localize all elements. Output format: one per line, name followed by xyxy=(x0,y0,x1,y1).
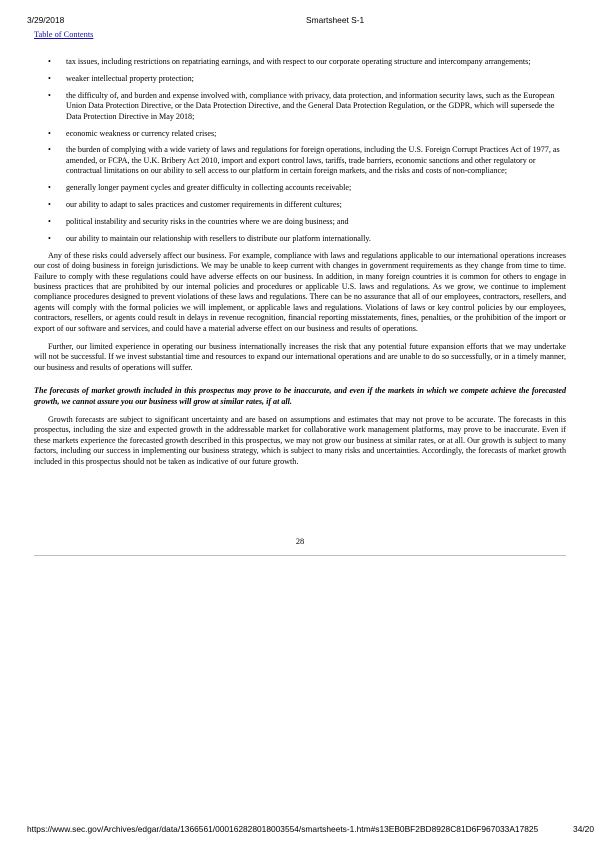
bullet-text: our ability to adapt to sales practices and customer requirements in different cultures; xyxy=(66,200,342,210)
list-item xyxy=(34,91,566,122)
bullet-icon: • xyxy=(48,200,51,210)
source-url: https://www.sec.gov/Archives/edgar/data/1366561/000162828018003554/smartsheets-1.htm#s13EB0BF2BD8928C81D6F967033A17825 xyxy=(27,824,539,834)
bullet-text: tax issues, including restrictions on repatriating earnings, and with respect to our corporate operating structure and intercompany arrangements; xyxy=(66,57,531,66)
bullet-icon: • xyxy=(48,216,51,226)
list-item xyxy=(34,57,566,67)
bullet-text: economic weakness or currency related crises; xyxy=(66,128,217,138)
paragraph-growth-forecasts: Growth forecasts are subject to significant uncertainty and are based on assumptions and estimates that may not prove to be accurate. The forecasts in this prospectus, including the size and expected growth in the addressable market for collaborative work management platforms, may prove to be inaccurate. Even if these markets experience the forecasted growth described in this prospectus, we may not grow our business at similar rates, or at all. Our growth is subject to many factors, including our success in implementing our business strategy, which is subject to many risks and uncertainties. Accordingly, the forecasts of market growth included in this prospectus should not be taken as indicative of our future growth. xyxy=(34,415,566,466)
print-header xyxy=(27,15,594,27)
list-item xyxy=(34,234,566,244)
bullet-icon: • xyxy=(48,145,51,155)
paragraph-compliance-risks: Any of these risks could adversely affect our business. For example, compliance with laws and regulations applicable to our international operations increases our cost of doing business in foreign jurisdictions. We may be unable to keep current with changes in government requirements as they change from time to time. Failure to comply with these regulations could have adverse effects on our business. In addition, in many foreign countries it is common for others to engage in business practices that are prohibited by our internal policies and procedures or applicable U.S. laws and regulations. As we grow, we continue to implement compliance procedures designed to prevent violations of these laws and regulations. There can be no assurance that all of our employees, contractors, resellers, and agents will comply with the formal policies we will implement, or applicable laws and regulations. Violations of laws or key control policies by our employees, contractors, resellers, or agents could result in delays in revenue recognition, financial reporting misstatements, fines, penalties, or the prohibition of the import or export of our software and services, and could have a material adverse effect on our business and results of operations. xyxy=(34,250,566,333)
page-content xyxy=(34,57,566,475)
list-item xyxy=(34,74,566,84)
bullet-text: the difficulty of, and burden and expense involved with, compliance with privacy, data protection, and information security laws, such as the European Union Data Protection Directive, or the Data Protection Directive, and the General Data Protection Regulation, or the GDPR, which will supersede the Data Protection Directive in May 2018; xyxy=(66,90,555,121)
bullet-text: the burden of complying with a wide variety of laws and regulations for foreign operations, including the U.S. Foreign Corrupt Practices Act of 1977, as amended, or FCPA, the U.K. Bribery Act 2010, import and export control laws, tariffs, trade barriers, economic sanctions and other regulatory or contractual limitations on our ability to sell access to our platform in certain foreign markets, and the risks and costs of non-compliance; xyxy=(66,145,560,176)
bullet-icon: • xyxy=(48,57,51,66)
print-footer xyxy=(27,824,594,836)
bullet-text: weaker intellectual property protection; xyxy=(66,73,194,83)
page-number: 28 xyxy=(295,537,305,546)
list-item xyxy=(34,145,566,176)
risk-bullet-list xyxy=(34,57,566,244)
document-title: Smartsheet S-1 xyxy=(306,15,365,25)
bullet-text: generally longer payment cycles and greater difficulty in collecting accounts receivable; xyxy=(66,183,352,193)
table-of-contents-link[interactable]: Table of Contents xyxy=(34,30,94,39)
print-page-count: 34/20 xyxy=(573,824,594,834)
list-item xyxy=(34,183,566,193)
bullet-text: political instability and security risks in the countries where we are doing business; and xyxy=(66,216,349,226)
paragraph-international-experience: Further, our limited experience in operating our business internationally increases the risk that any potential future expansion efforts that we may undertake will not be successful. If we invest substantial time and resources to expand our international operations and are unable to do so successfully, or in a timely manner, our business and results of operations will suffer. xyxy=(34,342,566,372)
bullet-icon: • xyxy=(48,73,51,83)
bullet-icon: • xyxy=(48,183,51,193)
bullet-icon: • xyxy=(48,233,51,243)
bullet-icon: • xyxy=(48,90,51,100)
bullet-icon: • xyxy=(48,128,51,138)
risk-factor-heading: The forecasts of market growth included in this prospectus may prove to be inaccurate, and even if the markets in which we compete achieve the forecasted growth, we cannot assure you our business will grow at similar rates, if at all. xyxy=(34,386,566,406)
print-date: 3/29/2018 xyxy=(27,15,65,25)
list-item xyxy=(34,129,566,139)
list-item xyxy=(34,200,566,210)
list-item xyxy=(34,217,566,227)
page-divider xyxy=(34,555,566,556)
bullet-text: our ability to maintain our relationship with resellers to distribute our platform internationally. xyxy=(66,233,371,243)
